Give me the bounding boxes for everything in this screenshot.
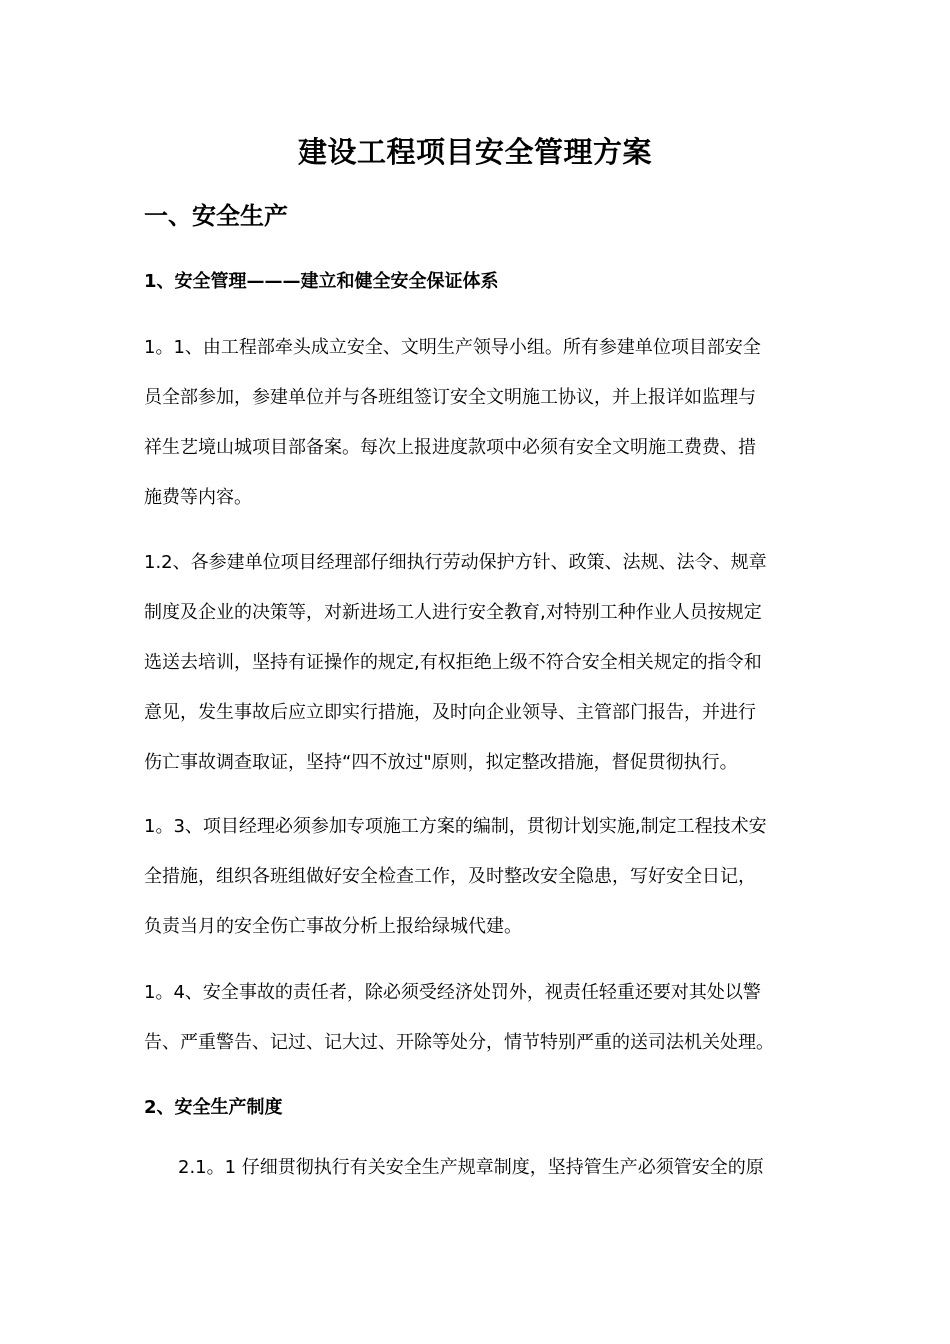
paragraph-line: 伤亡事故调查取证，坚持“四不放过"原则，拟定整改措施，督促贯彻执行。 (144, 752, 738, 773)
paragraph-line: 1。4、安全事故的责任者，除必须受经济处罚外，视责任轻重还要对其处以警 (144, 982, 761, 1003)
document-title: 建设工程项目安全管理方案 (297, 135, 652, 169)
paragraph-2-1 (144, 1143, 814, 1193)
paragraph-line: 1。3、项目经理必须参加专项施工方案的编制，贯彻计划实施,制定工程技术安 (144, 816, 767, 837)
paragraph-line: 1.2、各参建单位项目经理部仔细执行劳动保护方针、政策、法规、法令、规章 (144, 552, 767, 573)
paragraph-line: 祥生艺境山城项目部备案。每次上报进度款项中必须有安全文明施工费费、措 (144, 437, 756, 458)
subsection-heading-safety-management: 1、安全管理———建立和健全安全保证体系 (144, 271, 499, 292)
paragraph-1-2 (144, 538, 814, 788)
paragraph-line: 意见，发生事故后应立即实行措施，及时向企业领导、主管部门报告，并进行 (144, 702, 756, 723)
subsection-heading-safety-rules: 2、安全生产制度 (144, 1097, 283, 1118)
paragraph-1-4 (144, 968, 814, 1068)
paragraph-1-3 (144, 802, 814, 952)
section-heading-safety-production: 一、安全生产 (144, 202, 288, 230)
paragraph-line: 1。1、由工程部牵头成立安全、文明生产领导小组。所有参建单位项目部安全 (144, 337, 761, 358)
paragraph-line: 2.1。1 仔细贯彻执行有关安全生产规章制度，坚持管生产必须管安全的原 (178, 1157, 764, 1178)
paragraph-line: 选送去培训，坚持有证操作的规定,有权拒绝上级不符合安全相关规定的指令和 (144, 652, 762, 673)
paragraph-line: 员全部参加，参建单位并与各班组签订安全文明施工协议，并上报详如监理与 (144, 387, 756, 408)
paragraph-line: 负责当月的安全伤亡事故分析上报给绿城代建。 (144, 916, 522, 937)
paragraph-line: 制度及企业的决策等，对新进场工人进行安全教育,对特别工种作业人员按规定 (144, 602, 762, 623)
paragraph-line: 告、严重警告、记过、记大过、开除等处分，情节特别严重的送司法机关处理。 (144, 1032, 774, 1053)
paragraph-1-1 (144, 323, 814, 523)
paragraph-line: 全措施，组织各班组做好安全检查工作，及时整改安全隐患，写好安全日记， (144, 866, 756, 887)
paragraph-line: 施费等内容。 (144, 487, 252, 508)
